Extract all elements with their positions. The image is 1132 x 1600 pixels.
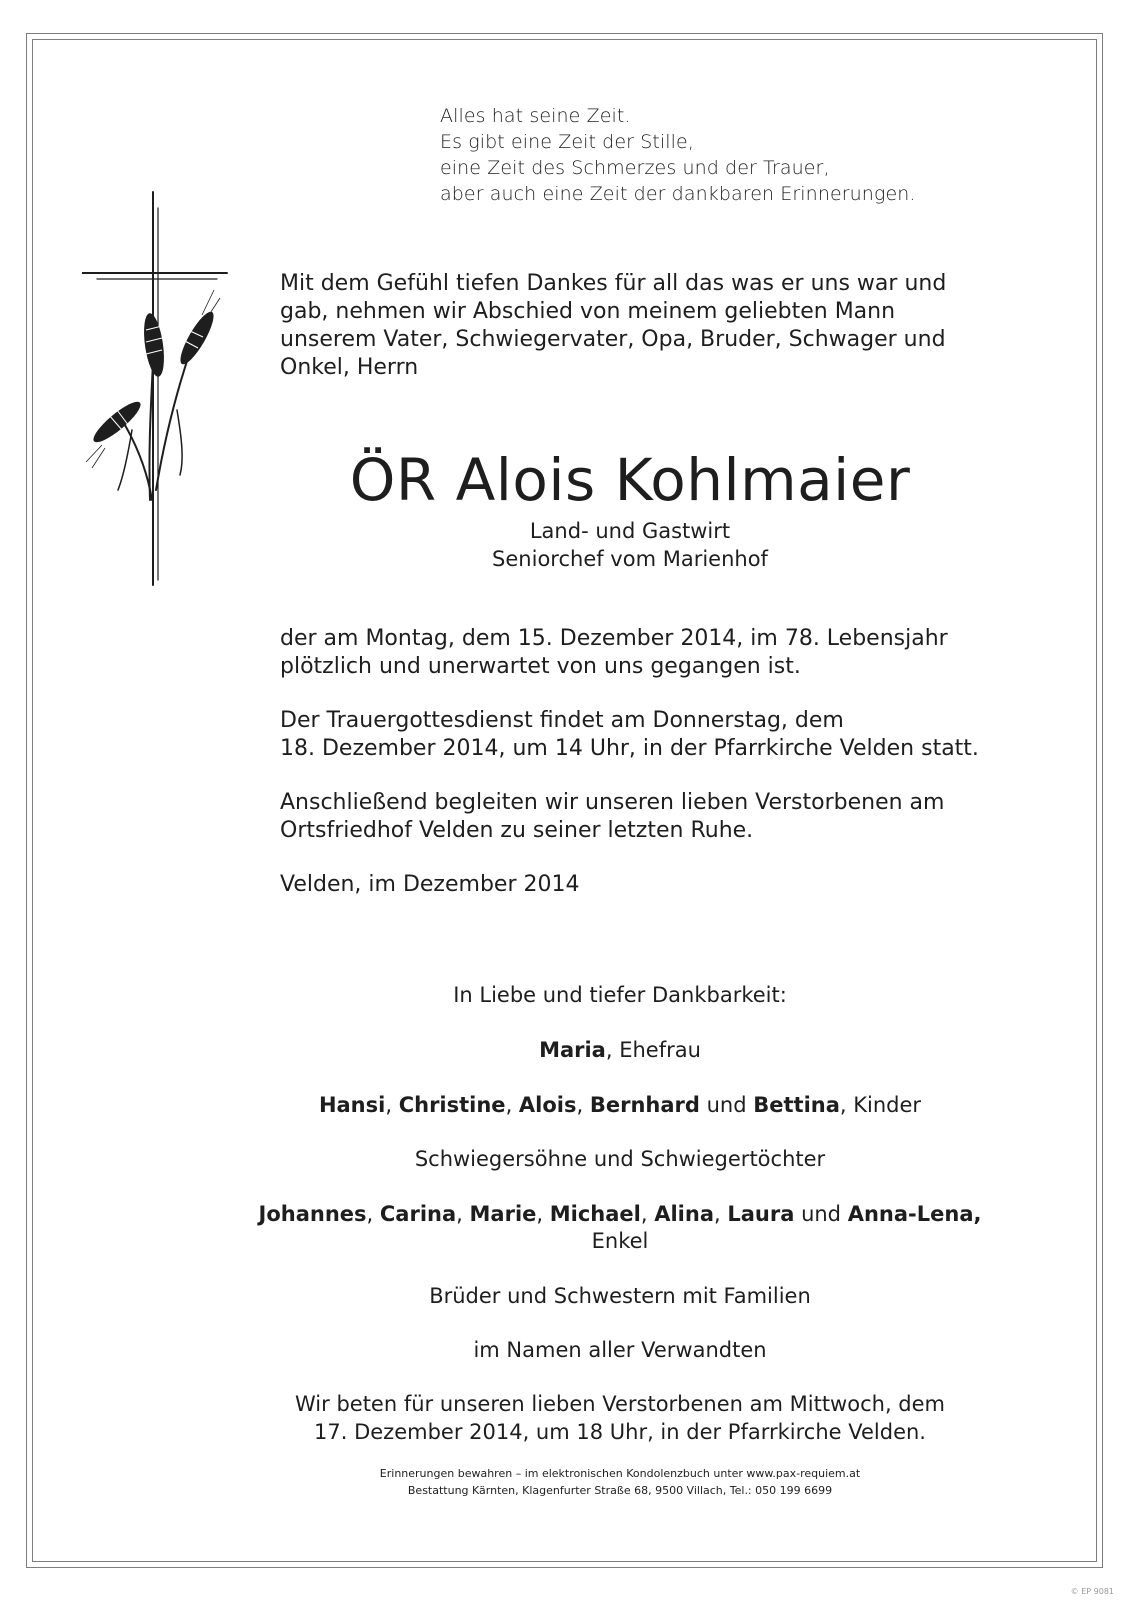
prayer-info bbox=[180, 1390, 1060, 1446]
footer bbox=[180, 1465, 1060, 1499]
motto-text bbox=[440, 103, 960, 207]
separator: und bbox=[794, 1202, 848, 1226]
children-label: , Kinder bbox=[839, 1093, 922, 1117]
mourner-in-laws: Schwiegersöhne und Schwiegertöchter bbox=[414, 1147, 826, 1171]
wife-name: Maria bbox=[539, 1038, 606, 1062]
deceased-name: ÖR Alois Kohlmaier bbox=[349, 446, 911, 514]
grandchild-name: Johannes bbox=[258, 1202, 367, 1226]
grandchild-name: Anna-Lena bbox=[847, 1202, 974, 1226]
child-name: Alois bbox=[518, 1093, 577, 1117]
mourner-siblings: Brüder und Schwestern mit Familien bbox=[429, 1284, 811, 1308]
separator: , bbox=[714, 1202, 728, 1226]
intro-line: gab, nehmen wir Abschied von meinem geliebten Mann bbox=[280, 299, 896, 324]
separator: , bbox=[366, 1202, 380, 1226]
prayer-line: Wir beten für unseren lieben Verstorbenen am Mittwoch, dem bbox=[295, 1392, 945, 1416]
wife-label: , Ehefrau bbox=[605, 1038, 701, 1062]
child-name: Bettina bbox=[753, 1093, 840, 1117]
burial-info bbox=[280, 789, 1000, 845]
place-date: Velden, im Dezember 2014 bbox=[280, 872, 580, 897]
motto-line: eine Zeit des Schmerzes und der Trauer, bbox=[440, 157, 830, 179]
intro-line: Onkel, Herrn bbox=[280, 355, 419, 380]
deceased-occupation: Land- und Gastwirt bbox=[529, 519, 731, 543]
grandchild-name: Marie bbox=[469, 1202, 537, 1226]
grandchild-name: Carina bbox=[379, 1202, 457, 1226]
deceased-role: Seniorchef vom Marienhof bbox=[492, 547, 768, 571]
burial-line: Anschließend begleiten wir unseren lieben Verstorbenen am bbox=[280, 790, 945, 815]
separator: , bbox=[640, 1202, 655, 1226]
separator: , bbox=[536, 1202, 550, 1226]
footer-line: Bestattung Kärnten, Klagenfurter Straße 68, 9500 Villach, Tel.: 050 199 6699 bbox=[407, 1484, 833, 1497]
separator: , bbox=[576, 1093, 590, 1117]
separator: , bbox=[456, 1202, 470, 1226]
deceased-titles bbox=[300, 517, 960, 573]
service-line: 18. Dezember 2014, um 14 Uhr, in der Pfarrkirche Velden statt. bbox=[280, 736, 979, 761]
separator: , bbox=[385, 1093, 399, 1117]
service-line: Der Trauergottesdienst findet am Donnerstag, dem bbox=[280, 708, 844, 733]
mourners-heading: In Liebe und tiefer Dankbarkeit: bbox=[453, 983, 787, 1007]
intro-paragraph bbox=[280, 270, 980, 382]
grandchildren-label: Enkel bbox=[591, 1229, 649, 1253]
grandchild-name: Laura bbox=[727, 1202, 795, 1226]
mourner-grandchildren bbox=[180, 1200, 1060, 1228]
motto-line: Alles hat seine Zeit. bbox=[440, 105, 631, 127]
service-info bbox=[280, 707, 1000, 763]
intro-line: unserem Vater, Schwiegervater, Opa, Bruder, Schwager und bbox=[280, 327, 946, 352]
burial-line: Ortsfriedhof Velden zu seiner letzten Ruhe. bbox=[280, 818, 754, 843]
grandchild-name: Michael bbox=[549, 1202, 641, 1226]
separator: , bbox=[505, 1093, 519, 1117]
footer-line: Erinnerungen bewahren – im elektronischen Kondolenzbuch unter www.pax-requiem.at bbox=[379, 1467, 861, 1480]
child-name: Hansi bbox=[318, 1093, 386, 1117]
prayer-line: 17. Dezember 2014, um 18 Uhr, in der Pfarrkirche Velden. bbox=[314, 1420, 926, 1444]
death-notice-line: plötzlich und unerwartet von uns gegangen ist. bbox=[280, 654, 801, 679]
separator: , bbox=[973, 1202, 982, 1226]
grandchild-name: Alina bbox=[654, 1202, 714, 1226]
motto-line: Es gibt eine Zeit der Stille, bbox=[440, 131, 694, 153]
mourner-relatives: im Namen aller Verwandten bbox=[473, 1338, 767, 1362]
cross-with-wheat-icon bbox=[82, 190, 232, 600]
print-code: © EP 9081 bbox=[1070, 1587, 1114, 1596]
separator: und bbox=[699, 1093, 754, 1117]
death-notice-line: der am Montag, dem 15. Dezember 2014, im 78. Lebensjahr bbox=[280, 626, 948, 651]
mourner-wife bbox=[180, 1036, 1060, 1064]
intro-line: Mit dem Gefühl tiefen Dankes für all das was er uns war und bbox=[280, 271, 947, 296]
child-name: Bernhard bbox=[589, 1093, 700, 1117]
motto-line: aber auch eine Zeit der dankbaren Erinnerungen. bbox=[440, 183, 916, 205]
death-notice bbox=[280, 625, 1000, 681]
child-name: Christine bbox=[398, 1093, 506, 1117]
mourner-children bbox=[180, 1091, 1060, 1119]
